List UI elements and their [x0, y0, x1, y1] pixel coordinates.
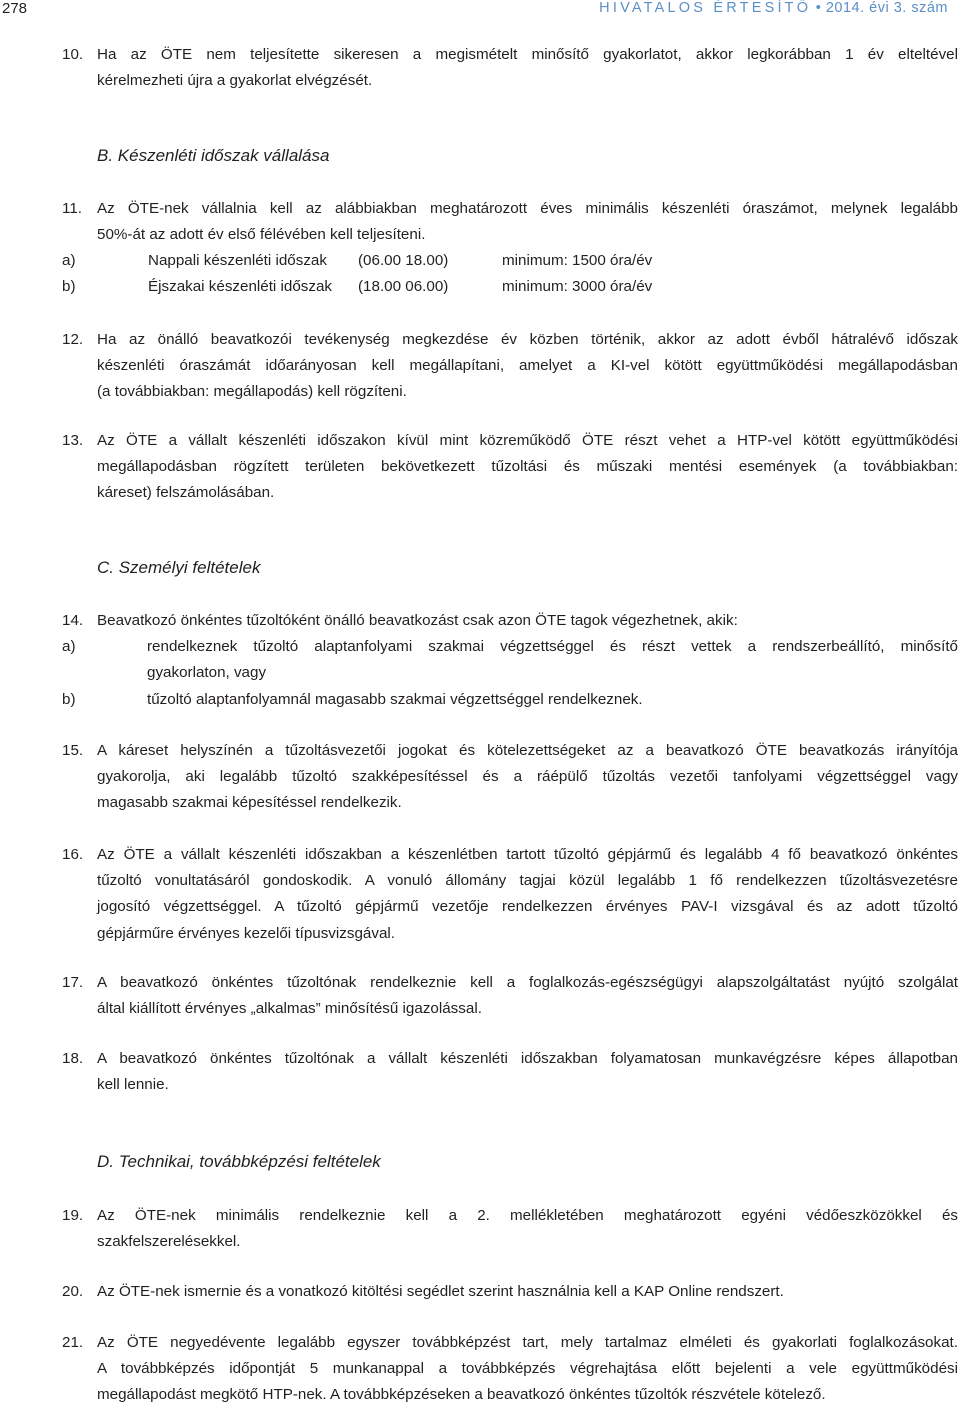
paragraph-number: 12. [62, 331, 84, 348]
paragraph-line: 50%-át az adott év első félévében kell teljesíteni. [97, 226, 426, 244]
section-heading-b: B. Készenléti időszak vállalása [97, 146, 330, 165]
paragraph-number: 15. [62, 742, 84, 759]
paragraph-line: A továbbképzés időpontját 5 munkanappal a továbbképzés végrehajtása előtt bejelenti a vele együttműködési [97, 1360, 958, 1378]
list-item-line: rendelkeznek tűzoltó alaptanfolyami szakmai végzettséggel és részt vettek a rendszerbeállító, minősítő [147, 638, 958, 655]
paragraph-line: jogosító végzettséggel. A tűzoltó gépjármű vezetője rendelkezzen érvényes PAV-I vizsgával és az adott tűzoltó [97, 898, 958, 916]
paragraph-line: Az ÖTE a vállalt készenléti időszakon kívül mint közreműködő ÖTE részt vehet a HTP-vel kötött együttműködési [97, 432, 958, 449]
paragraph-21 [62, 1330, 958, 1409]
paragraph-line: Az ÖTE-nek vállalnia kell az alábbiakban meghatározott éves minimális készenléti óraszámot, melynek legalább [97, 200, 958, 217]
paragraph-17 [62, 970, 958, 1022]
paragraph-line: Az ÖTE-nek ismernie és a vonatkozó kitöltési segédlet szerint használnia kell a KAP Online rendszert. [97, 1283, 784, 1300]
paragraph-line: gyakorolja, aki legalább tűzoltó szakképesítéssel és a ráépülő tűzoltás vezetői tanfolyami végzettséggel vagy [97, 768, 958, 786]
paragraph-20 [62, 1279, 958, 1305]
paragraph-line: Az ÖTE negyedévente legalább egyszer továbbképzést tart, mely tartalmaz elméleti és gyakorlati foglalkozásokat. [97, 1334, 958, 1351]
list-item-minimum: minimum: 3000 óra/év [502, 278, 653, 295]
paragraph-line: magasabb szakmai képesítéssel rendelkezik. [97, 794, 402, 812]
paragraph-number: 21. [62, 1334, 84, 1351]
page-header [0, 0, 960, 20]
list-label: b) [62, 278, 76, 295]
paragraph-line: tűzoltó vonultatásáról gondoskodik. A vonuló állomány tagjai közül legalább 1 fő rendelkezzen tűzoltásvezetésre [97, 872, 958, 890]
paragraph-number: 17. [62, 974, 84, 991]
paragraph-line: kell lennie. [97, 1076, 169, 1094]
paragraph-14 [62, 608, 958, 634]
paragraph-number: 11. [62, 200, 82, 217]
paragraph-10 [62, 42, 958, 94]
paragraph-line: A káreset helyszínén a tűzoltásvezetői jogokat és kötelezettségeket az a beavatkozó ÖTE beavatkozás irányítója [97, 742, 958, 759]
paragraph-line: Az ÖTE-nek minimális rendelkeznie kell a 2. mellékletében meghatározott egyéni védőeszközökkel és [97, 1207, 958, 1224]
paragraph-11 [62, 196, 958, 248]
section-heading-c: C. Személyi feltételek [97, 558, 261, 577]
header-bullet: • [815, 0, 822, 16]
paragraph-line: megállapodást megkötő HTP-nek. A továbbképzéseken a beavatkozó önkéntes tűzoltók részvétele kötelező. [97, 1386, 826, 1404]
paragraph-line: káreset) felszámolásában. [97, 484, 275, 502]
paragraph-line: Ha az ÖTE nem teljesítette sikeresen a megismételt minősítő gyakorlatot, akkor legkorábban 1 év elteltével [97, 46, 958, 63]
paragraph-line: A beavatkozó önkéntes tűzoltónak a vállalt készenléti időszakban folyamatosan munkavégzésre képes állapotban [97, 1050, 958, 1067]
list-item-time: (06.00 18.00) [358, 252, 449, 269]
paragraph-13 [62, 428, 958, 507]
paragraph-number: 20. [62, 1283, 84, 1300]
paragraph-16 [62, 842, 958, 947]
list-item-line: tűzoltó alaptanfolyamnál magasabb szakmai végzettséggel rendelkeznek. [147, 691, 643, 708]
list-label: a) [62, 252, 76, 269]
list-item-time: (18.00 06.00) [358, 278, 449, 295]
paragraph-19 [62, 1203, 958, 1255]
paragraph-15 [62, 738, 958, 817]
paragraph-line: által kiállított érvényes „alkalmas” minősítésű igazolással. [97, 1000, 482, 1018]
paragraph-line: megállapodásban rögzített területen bekövetkezett tűzoltási és műszaki mentési események (a továbbiakban: [97, 458, 958, 476]
paragraph-number: 19. [62, 1207, 84, 1224]
journal-title: HIVATALOS ÉRTESÍTŐ [599, 0, 812, 16]
list-item-text [147, 634, 958, 686]
list-label: a) [62, 638, 76, 655]
paragraph-number: 16. [62, 846, 84, 863]
paragraph-18 [62, 1046, 958, 1098]
list-label: b) [62, 691, 76, 708]
paragraph-number: 13. [62, 432, 84, 449]
paragraph-line: készenléti óraszámát időarányosan kell megállapítani, amelyet a KI-vel kötött együttműködési megállapodásban [97, 357, 958, 375]
paragraph-12 [62, 327, 958, 406]
paragraph-number: 14. [62, 612, 84, 629]
list-item-line: gyakorlaton, vagy [147, 664, 267, 682]
issue-label: 2014. évi 3. szám [825, 0, 948, 16]
paragraph-line: kérelmezheti újra a gyakorlat elvégzését. [97, 72, 373, 90]
paragraph-number: 18. [62, 1050, 84, 1067]
paragraph-line: A beavatkozó önkéntes tűzoltónak rendelkeznie kell a foglalkozás-egészségügyi alapszolgáltatást nyújtó szolgálat [97, 974, 958, 991]
paragraph-line: Ha az önálló beavatkozói tevékenység megkezdése év közben történik, akkor az adott évből hátralévő időszak [97, 331, 958, 348]
paragraph-number: 10. [62, 46, 84, 63]
paragraph-line: szakfelszerelésekkel. [97, 1233, 241, 1251]
list-item-name: Éjszakai készenléti időszak [148, 278, 333, 295]
list-item-minimum: minimum: 1500 óra/év [502, 252, 653, 269]
list-item-name: Nappali készenléti időszak [148, 252, 327, 269]
section-heading-d: D. Technikai, továbbképzési feltételek [97, 1152, 381, 1171]
paragraph-line: gépjárműre érvényes kezelői típusvizsgával. [97, 924, 395, 942]
list-item-text [147, 687, 958, 713]
journal-header [599, 0, 948, 16]
paragraph-line: Beavatkozó önkéntes tűzoltóként önálló beavatkozást csak azon ÖTE tagok végezhetnek, akik: [97, 612, 738, 629]
paragraph-line: Az ÖTE a vállalt készenléti időszakban a készenlétben tartott tűzoltó gépjármű és legalább 4 fő beavatkozó önkéntes [97, 846, 958, 863]
page-number: 278 [2, 0, 28, 17]
paragraph-line: (a továbbiakban: megállapodás) kell rögzíteni. [97, 383, 407, 401]
